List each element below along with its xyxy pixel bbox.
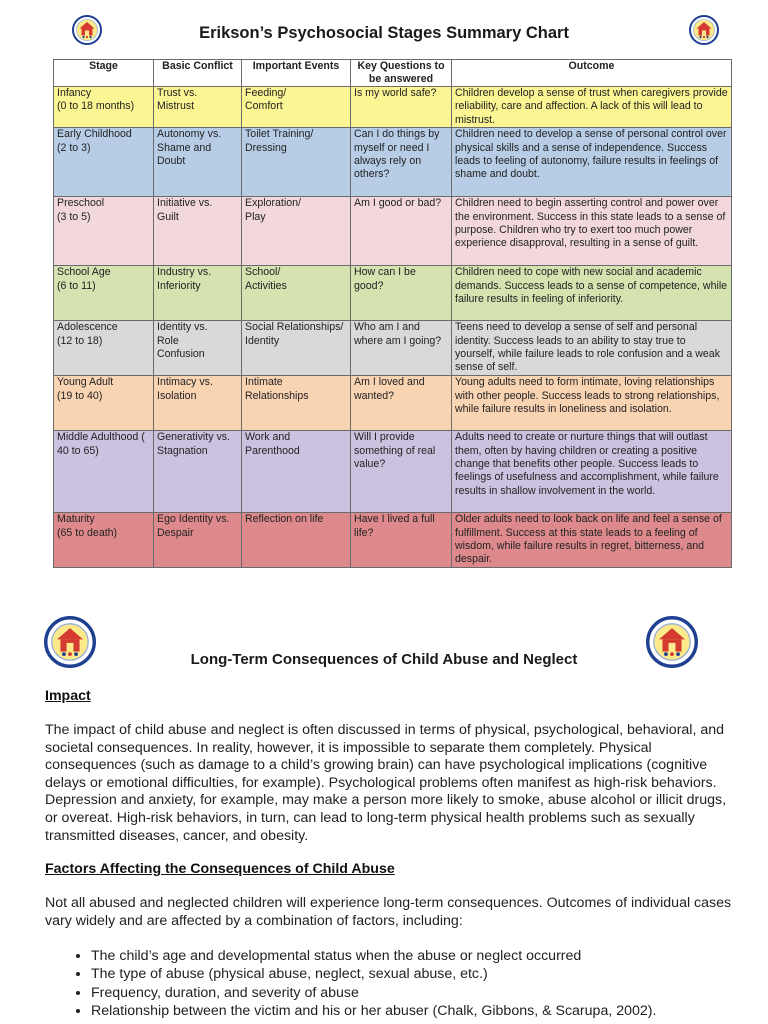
list-item: • Frequency, duration, and severity of abuse (91, 984, 768, 1002)
factors-list (45, 947, 768, 1021)
table-cell-stage: Young Adult (19 to 40) (54, 376, 154, 431)
table-cell-outcome: Adults need to create or nurture things that will outlast them, often by having children or creating a positive change that benefits other people. Success leads to feelings of usefulness and accomplishment, while failure results in shallow involvement in the world. (452, 431, 732, 513)
table-cell-events: Intimate Relationships (242, 376, 351, 431)
column-header: Outcome (452, 60, 732, 87)
column-header: Important Events (242, 60, 351, 87)
table-row (54, 513, 732, 568)
table-row (54, 431, 732, 513)
table-cell-conflict: Initiative vs. Guilt (154, 197, 242, 266)
table-cell-stage: Adolescence (12 to 18) (54, 321, 154, 376)
table-cell-question: Can I do things by myself or need I always rely on others? (351, 128, 452, 197)
table-cell-events: Exploration/ Play (242, 197, 351, 266)
table-cell-outcome: Children develop a sense of trust when caregivers provide reliability, care and affection. A lack of this will lead to mistrust. (452, 87, 732, 128)
table-row (54, 87, 732, 128)
table-cell-stage: Infancy (0 to 18 months) (54, 87, 154, 128)
table-cell-events: Work and Parenthood (242, 431, 351, 513)
factors-heading: Factors Affecting the Consequences of Child Abuse (45, 861, 395, 877)
list-item: • The child’s age and developmental status when the abuse or neglect occurred (91, 947, 768, 965)
section-title: Long-Term Consequences of Child Abuse and Neglect (190, 651, 578, 668)
table-cell-question: Will I provide something of real value? (351, 431, 452, 513)
table-row (54, 197, 732, 266)
table-cell-conflict: Industry vs. Inferiority (154, 266, 242, 321)
table-cell-outcome: Children need to develop a sense of personal control over physical skills and a sense of independence. Success leads to feeling of autonomy, failure results in feelings of shame and doubt. (452, 128, 732, 197)
table-cell-outcome: Teens need to develop a sense of self and personal identity. Success leads to an ability to stay true to yourself, while failure leads to role confusion and a weak sense of self. (452, 321, 732, 376)
stages-table (53, 59, 732, 568)
table-cell-stage: Early Childhood (2 to 3) (54, 128, 154, 197)
table-cell-conflict: Autonomy vs. Shame and Doubt (154, 128, 242, 197)
table-cell-stage: Middle Adulthood ( 40 to 65) (54, 431, 154, 513)
impact-heading: Impact (45, 688, 91, 704)
column-header: Key Questions to be answered (351, 60, 452, 87)
table-cell-conflict: Intimacy vs. Isolation (154, 376, 242, 431)
table-cell-events: School/ Activities (242, 266, 351, 321)
table-cell-outcome: Children need to begin asserting control and power over the environment. Success in this state leads to a sense of purpose. Children who try to exert too much power experience disapproval, resulting in a sense of guilt. (452, 197, 732, 266)
table-cell-events: Feeding/ Comfort (242, 87, 351, 128)
table-row (54, 128, 732, 197)
table-cell-stage: Maturity (65 to death) (54, 513, 154, 568)
table-row (54, 266, 732, 321)
table-cell-question: Am I good or bad? (351, 197, 452, 266)
impact-paragraph: The impact of child abuse and neglect is often discussed in terms of physical, psychological, behavioral, and societal consequences. In reality, however, it is impossible to separate them completely. Physical consequences (such as damage to a child’s growing brain) can have psychological implications (cognitive delays or emotional difficulties, for example). Psychological problems often manifest as high-risk behaviors. Depression and anxiety, for example, may make a person more likely to smoke, abuse alcohol or illicit drugs, or overeat. High-risk behaviors, in turn, can lead to long-term physical health problems such as sexually transmitted diseases, cancer, and obesity. (45, 722, 727, 844)
table-cell-events: Reflection on life (242, 513, 351, 568)
table-cell-question: How can I be good? (351, 266, 452, 321)
table-cell-conflict: Trust vs. Mistrust (154, 87, 242, 128)
column-header: Stage (54, 60, 154, 87)
table-cell-question: Who am I and where am I going? (351, 321, 452, 376)
table-row (54, 376, 732, 431)
table-cell-stage: School Age (6 to 11) (54, 266, 154, 321)
table-cell-question: Have I lived a full life? (351, 513, 452, 568)
table-cell-conflict: Ego Identity vs. Despair (154, 513, 242, 568)
table-cell-events: Social Relationships/ Identity (242, 321, 351, 376)
table-header-row (54, 60, 732, 87)
table-cell-events: Toilet Training/ Dressing (242, 128, 351, 197)
table-cell-question: Is my world safe? (351, 87, 452, 128)
table-cell-conflict: Generativity vs. Stagnation (154, 431, 242, 513)
table-row (54, 321, 732, 376)
list-item: • Relationship between the victim and his or her abuser (Chalk, Gibbons, & Scarupa, 2002). (91, 1002, 768, 1020)
table-cell-question: Am I loved and wanted? (351, 376, 452, 431)
table-cell-outcome: Older adults need to look back on life and feel a sense of fulfillment. Success at this state leads to a feeling of wisdom, while failure results in regret, bitterness, and despair. (452, 513, 732, 568)
column-header: Basic Conflict (154, 60, 242, 87)
table-cell-conflict: Identity vs. Role Confusion (154, 321, 242, 376)
table-cell-stage: Preschool (3 to 5) (54, 197, 154, 266)
table-cell-outcome: Young adults need to form intimate, loving relationships with other people. Success leads to strong relationships, while failure results in loneliness and isolation. (452, 376, 732, 431)
table-cell-outcome: Children need to cope with new social and academic demands. Success leads to a sense of competence, while failure results in feeling of inferiority. (452, 266, 732, 321)
factors-intro: Not all abused and neglected children will experience long-term consequences. Outcomes of individual cases vary widely and are affected by a combination of factors, including: (45, 895, 732, 929)
list-item: • The type of abuse (physical abuse, neglect, sexual abuse, etc.) (91, 965, 768, 983)
chart-title: Erikson’s Psychosocial Stages Summary Chart (199, 24, 569, 42)
